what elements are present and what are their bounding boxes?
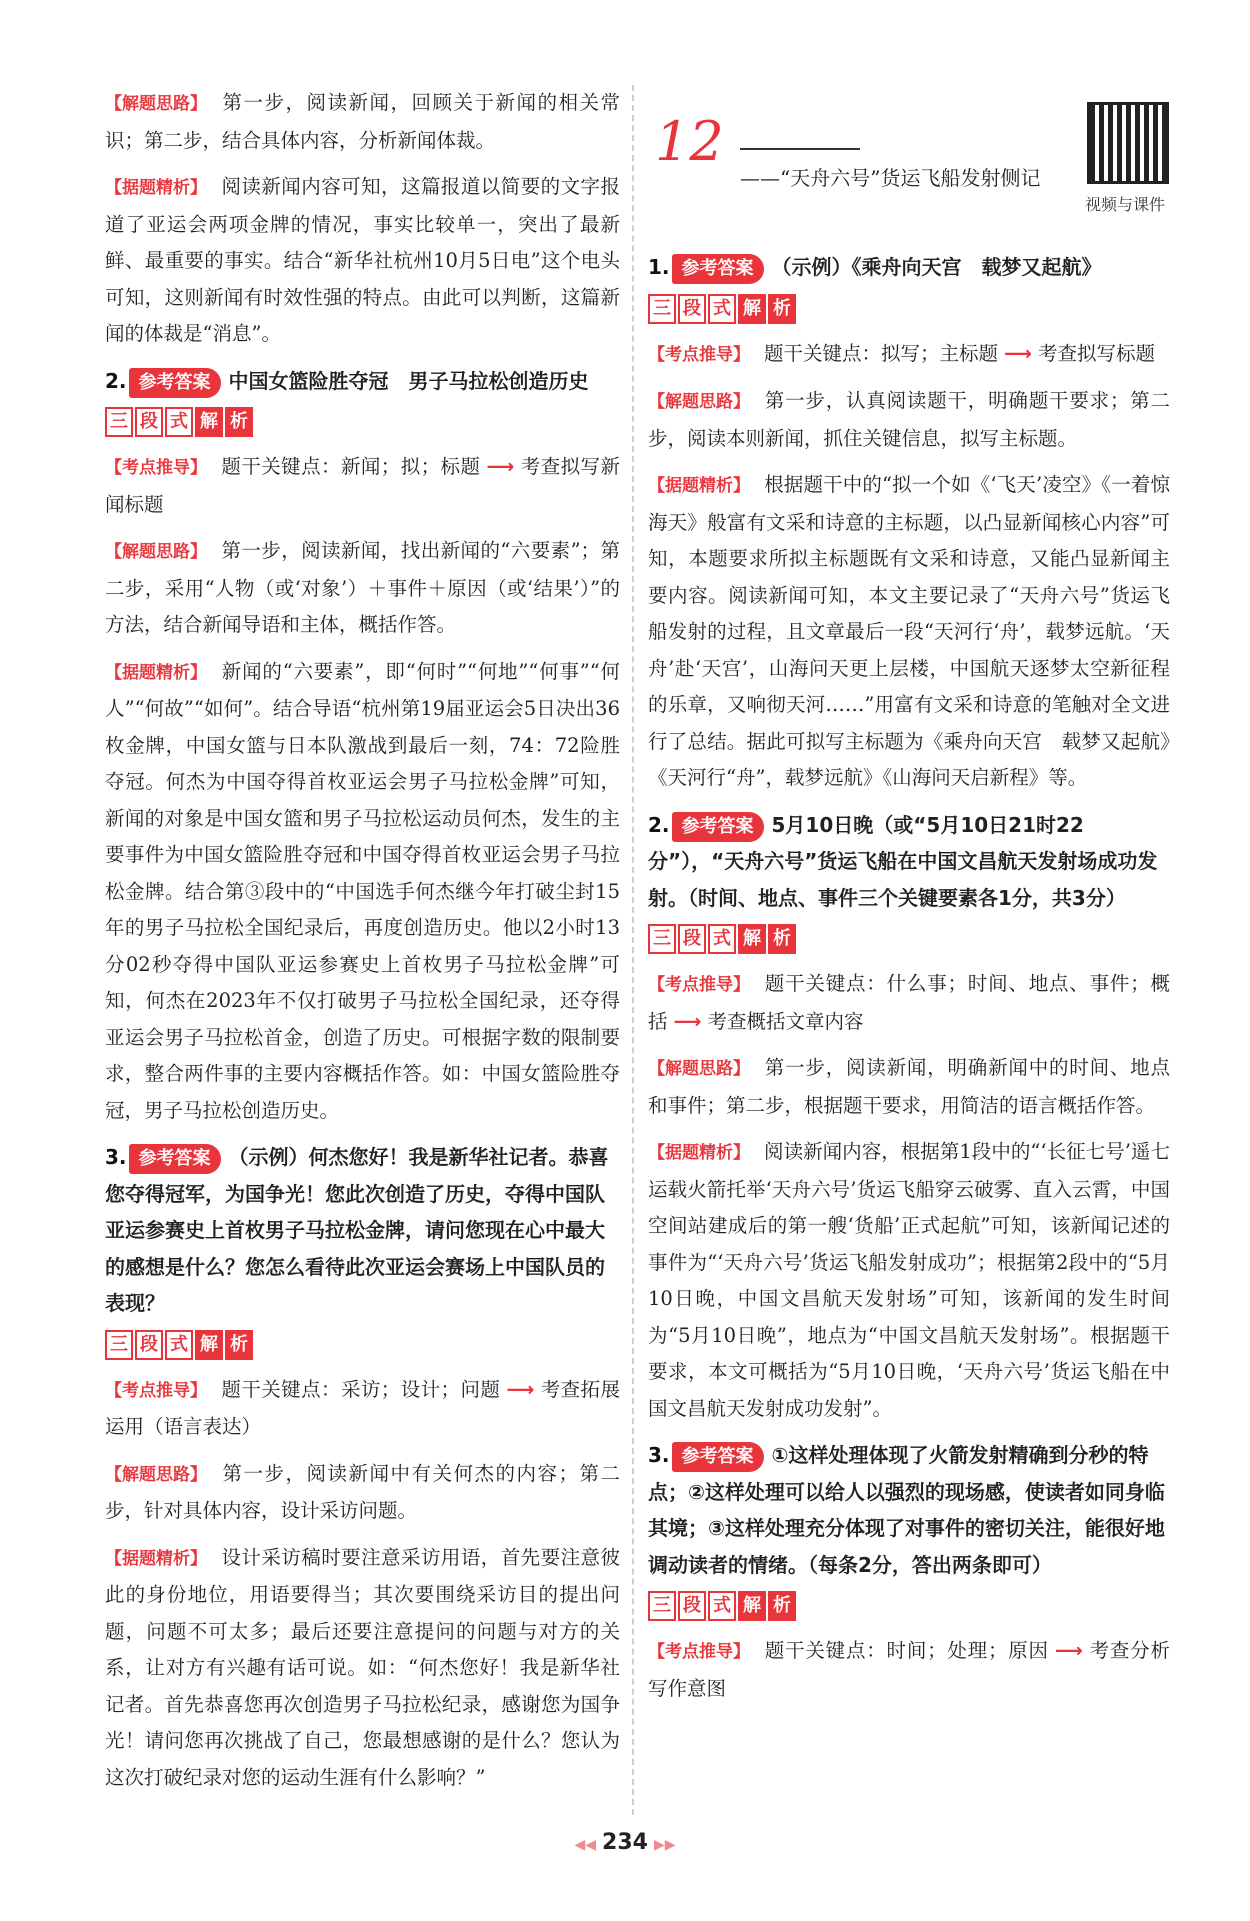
question-number: 3. — [105, 1145, 127, 1169]
silu-text: 第一步，阅读新闻中有关何杰的内容；第二步，针对具体内容，设计采访问题。 — [105, 1461, 620, 1522]
answer-text: 中国女篮险胜夺冠 男子马拉松创造历史 — [228, 368, 589, 393]
jingxi-tag: 【据题精析】 — [105, 178, 207, 198]
left-q3-answer — [105, 1139, 620, 1322]
sanduanshi-banner — [105, 407, 620, 439]
jingxi-text: 根据题干中的“拟一个如《‘飞天’凌空》《一着惊海天》般富有文采和诗意的主标题，以凸显新闻核心内容”可知，本题要求所拟主标题既有文采和诗意，又能凸显新闻主要内容。阅读新闻可知，本文主要记录了“天舟六号”货运飞船发射的过程，且文章最后一段“天河行‘舟’，载梦远航。‘天舟’赴‘天宫’，山海问天更上层楼，中国航天逐梦太空新征程的乐章，又响彻天河……”用富有文采和诗意的笔触对全文进行了总结。据此可拟写主标题为《乘舟向天宫 载梦又起航》《天河行“舟”，载梦远航》《山海问天启新程》等。 — [648, 473, 1170, 789]
right-q1-jingxi — [648, 467, 1170, 797]
sdj-char: 式 — [708, 294, 736, 324]
kaodian-result: 考查分析写作意图 — [648, 1639, 1170, 1700]
arrow-icon: ⟶ — [506, 1377, 535, 1401]
kaodian-tag: 【考点推导】 — [648, 1642, 750, 1662]
kaodian-text: 题干关键点：什么事；时间、地点、事件；概括 — [648, 972, 1170, 1033]
silu-text: 第一步，认真阅读题干，明确题干要求；第二步，阅读本则新闻，抓住关键信息，拟写主标题。 — [648, 389, 1170, 450]
lesson-number: 12 — [655, 110, 724, 173]
left-q3-jingxi — [105, 1540, 620, 1797]
sdj-char: 解 — [195, 407, 223, 437]
answer-text: ①这样处理体现了火箭发射精确到分秒的特点；②这样处理可以给人以强烈的现场感，使读者如同身临其境；③这样处理充分体现了对事件的密切关注，能很好地调动读者的情绪。（每条2分，答出两条即可） — [648, 1443, 1165, 1577]
qr-label: 视频与课件 — [1085, 195, 1166, 214]
answer-text: 5月10日晚（或“5月10日21时22分”），“天舟六号”货运飞船在中国文昌航天发射场成功发射。（时间、地点、事件三个关键要素各1分，共3分） — [648, 812, 1158, 910]
silu-tag: 【解题思路】 — [105, 94, 207, 114]
silu-tag: 【解题思路】 — [105, 542, 207, 562]
answer-badge: 参考答案 — [129, 1144, 221, 1174]
page-number — [0, 1830, 1250, 1855]
sdj-char: 解 — [738, 1591, 766, 1621]
answer-badge: 参考答案 — [672, 812, 764, 842]
sdj-char: 三 — [648, 924, 676, 954]
right-q1-silu — [648, 383, 1170, 457]
sdj-char: 段 — [678, 294, 706, 324]
sdj-char: 三 — [648, 1591, 676, 1621]
sdj-char: 段 — [135, 1330, 163, 1360]
silu-text: 第一步，阅读新闻，明确新闻中的时间、地点和事件；第二步，根据题干要求，用简洁的语言概括作答。 — [648, 1056, 1170, 1117]
top-jingxi-block — [105, 169, 620, 353]
arrow-icon: ⟶ — [486, 455, 515, 478]
silu-tag: 【解题思路】 — [648, 1059, 750, 1079]
kaodian-text: 题干关键点：采访；设计；问题 — [221, 1377, 501, 1401]
sanduanshi-banner — [648, 924, 1170, 956]
arrow-icon: ⟶ — [673, 1009, 702, 1033]
answer-text: （示例）何杰您好！我是新华社记者。恭喜您夺得冠军，为国争光！您此次创造了历史，夺得中国队亚运参赛史上首枚男子马拉松金牌，请问您现在心中最大的感想是什么？您怎么看待此次亚运会赛场上中国队员的表现？ — [105, 1145, 609, 1315]
kaodian-tag: 【考点推导】 — [648, 344, 750, 365]
silu-text: 第一步，阅读新闻，找出新闻的“六要素”；第二步，采用“人物（或‘对象’）＋事件＋原因（或‘结果’）”的方法，结合新闻导语和主体，概括作答。 — [105, 539, 620, 636]
left-q2-silu — [105, 533, 620, 644]
kaodian-tag: 【考点推导】 — [105, 458, 207, 478]
sdj-char: 式 — [708, 924, 736, 954]
left-q2-jingxi — [105, 654, 620, 1130]
kaodian-result: 考查拟写标题 — [1037, 341, 1155, 365]
sanduanshi-banner — [648, 1591, 1170, 1623]
jingxi-tag: 【据题精析】 — [105, 1548, 207, 1569]
jingxi-tag: 【据题精析】 — [105, 662, 207, 683]
sdj-char: 段 — [135, 407, 163, 437]
kaodian-tag: 【考点推导】 — [105, 1380, 207, 1401]
kaodian-result: 考查概括文章内容 — [707, 1009, 864, 1033]
right-q2-jingxi — [648, 1134, 1170, 1427]
sdj-char: 式 — [708, 1591, 736, 1621]
sdj-char: 三 — [105, 407, 133, 437]
sdj-char: 式 — [165, 1330, 193, 1360]
kaodian-text: 题干关键点：新闻；拟；标题 — [221, 455, 481, 478]
sdj-char: 析 — [768, 1591, 796, 1621]
right-q1-answer — [648, 249, 1170, 286]
lesson-subtitle: ——“天舟六号”货运飞船发射侧记 — [740, 166, 1041, 190]
kaodian-result: 考查拓展运用（语言表达） — [105, 1377, 620, 1438]
question-number: 1. — [648, 255, 670, 279]
right-q3-answer — [648, 1437, 1170, 1583]
left-triangle-icon: ◀◀ — [574, 1837, 597, 1853]
top-silu-text: 第一步，阅读新闻，回顾关于新闻的相关常识；第二步，结合具体内容，分析新闻体裁。 — [105, 91, 620, 152]
sanduanshi-banner — [648, 294, 1170, 326]
arrow-icon: ⟶ — [1054, 1639, 1083, 1662]
right-q3-kaodian — [648, 1633, 1170, 1707]
left-q2-answer — [105, 363, 620, 400]
answer-badge: 参考答案 — [672, 254, 764, 284]
jingxi-text: 新闻的“六要素”，即“何时”“何地”“何事”“何人”“何故”“如何”。结合导语“杭州第19届亚运会5日决出36枚金牌，中国女篮与日本队激战到最后一刻，74：72险胜夺冠。何杰为中国夺得首枚亚运会男子马拉松金牌”可知，新闻的对象是中国女篮和男子马拉松运动员何杰，发生的主要事件为中国女篮险胜夺冠和中国夺得首枚亚运会男子马拉松金牌。结合第③段中的“中国选手何杰继今年打破尘封15年的男子马拉松全国纪录后，再度创造历史。他以2小时13分02秒夺得中国队亚运参赛史上首枚男子马拉松金牌”可知，何杰在2023年不仅打破男子马拉松全国纪录，还夺得亚运会男子马拉松首金，创造了历史。可根据字数的限制要求，整合两件事的主要内容概括作答。如：中国女篮险胜夺冠，男子马拉松创造历史。 — [105, 659, 620, 1122]
sdj-char: 析 — [225, 407, 253, 437]
left-q3-kaodian — [105, 1372, 620, 1446]
sdj-char: 析 — [768, 294, 796, 324]
sdj-char: 解 — [195, 1330, 223, 1360]
right-q1-kaodian — [648, 336, 1170, 374]
sdj-char: 解 — [738, 294, 766, 324]
sdj-char: 三 — [105, 1330, 133, 1360]
jingxi-tag: 【据题精析】 — [648, 1143, 750, 1163]
top-silu-block — [105, 85, 620, 159]
right-column — [648, 245, 1170, 1717]
answer-badge: 参考答案 — [129, 368, 221, 398]
kaodian-tag: 【考点推导】 — [648, 975, 750, 995]
answer-badge: 参考答案 — [672, 1442, 764, 1472]
right-q2-silu — [648, 1050, 1170, 1124]
qr-code-icon[interactable] — [1087, 102, 1169, 184]
title-line — [740, 148, 860, 150]
sdj-char: 段 — [678, 924, 706, 954]
right-q2-kaodian — [648, 966, 1170, 1040]
right-q2-answer — [648, 807, 1170, 917]
sdj-char: 段 — [678, 1591, 706, 1621]
sanduanshi-banner — [105, 1330, 620, 1362]
jingxi-tag: 【据题精析】 — [648, 476, 750, 496]
silu-tag: 【解题思路】 — [105, 1464, 207, 1485]
kaodian-text: 题干关键点：拟写；主标题 — [764, 341, 999, 365]
jingxi-text: 阅读新闻内容，根据第1段中的“‘长征七号’遥七运载火箭托举‘天舟六号’货运飞船穿云破雾、直入云霄，中国空间站建成后的第一艘‘货船’正式起航”可知，该新闻记述的事件为“‘天舟六号’货运飞船发射成功”；根据第2段中的“5月10日晚，中国文昌航天发射场”可知，该新闻的发生时间为“5月10日晚”，地点为“中国文昌航天发射场”。根据题干要求，本文可概括为“5月10日晚，‘天舟六号’货运飞船在中国文昌航天发射成功发射”。 — [648, 1140, 1170, 1420]
silu-tag: 【解题思路】 — [648, 392, 750, 412]
sdj-char: 解 — [738, 924, 766, 954]
page-number-text: 234 — [602, 1830, 648, 1855]
question-number: 2. — [105, 368, 127, 393]
question-number: 2. — [648, 812, 670, 837]
sdj-char: 析 — [768, 924, 796, 954]
lesson-header — [655, 92, 1170, 212]
left-column — [105, 85, 620, 1806]
sdj-char: 式 — [165, 407, 193, 437]
answer-text: （示例）《乘舟向天宫 载梦又起航》 — [771, 255, 1102, 279]
right-triangle-icon: ▶▶ — [653, 1837, 676, 1853]
column-divider — [632, 85, 634, 1815]
kaodian-result: 考查拟写新闻标题 — [105, 455, 620, 516]
jingxi-text: 设计采访稿时要注意采访用语，首先要注意彼此的身份地位，用语要得当；其次要围绕采访目的提出问题，问题不可太多；最后还要注意提问的问题与对方的关系，让对方有兴趣有话可说。如：“何杰您好！我是新华社记者。首先恭喜您再次创造男子马拉松纪录，感谢您为国争光！请问您再次挑战了自己，您最想感谢的是什么？您认为这次打破纪录对您的运动生涯有什么影响？” — [105, 1545, 620, 1789]
question-number: 3. — [648, 1443, 670, 1467]
arrow-icon: ⟶ — [1004, 341, 1032, 365]
top-jingxi-text: 阅读新闻内容可知，这篇报道以简要的文字报道了亚运会两项金牌的情况，事实比较单一，突出了最新鲜、最重要的事实。结合“新华社杭州10月5日电”这个电头可知，这则新闻有时效性强的特点。由此可以判断，这篇新闻的体裁是“消息”。 — [105, 175, 620, 345]
left-q2-kaodian — [105, 449, 620, 523]
left-q3-silu — [105, 1456, 620, 1530]
kaodian-text: 题干关键点：时间；处理；原因 — [764, 1639, 1049, 1662]
sdj-char: 三 — [648, 294, 676, 324]
sdj-char: 析 — [225, 1330, 253, 1360]
